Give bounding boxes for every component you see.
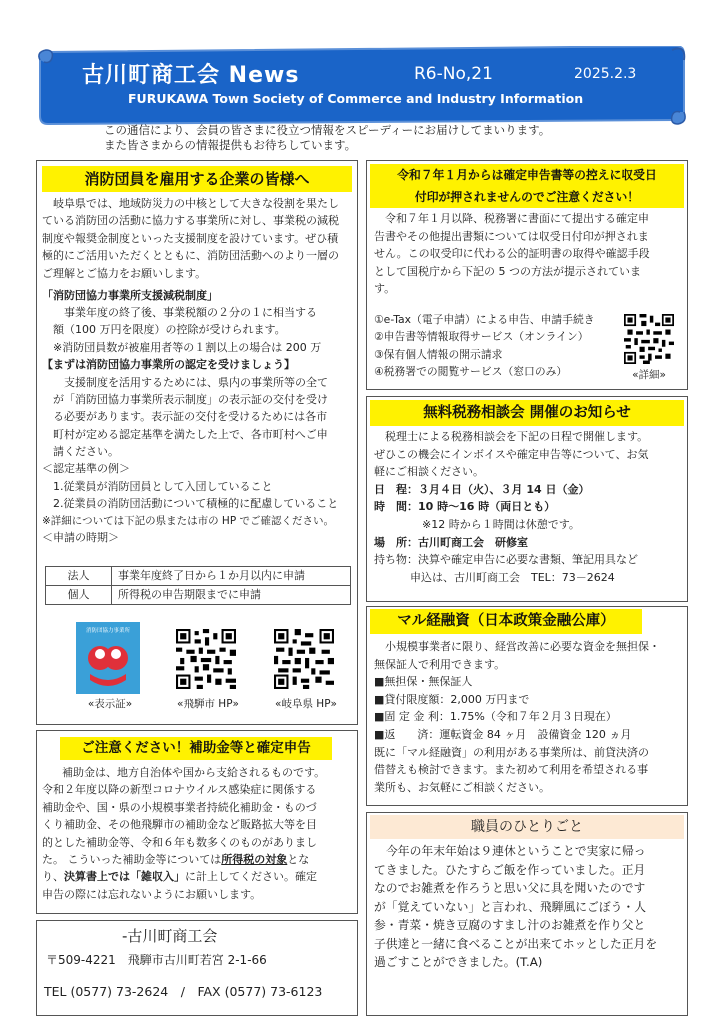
- receipt-details-qr-icon[interactable]: [624, 314, 674, 364]
- timing-heading: ＜申請の時期＞: [42, 531, 119, 545]
- loan-term: ■固 定 金 利：1.75%（令和７年２月３日現在）: [374, 710, 617, 724]
- newsletter-subtitle: FURUKAWA Town Society of Commerce and Industry Information: [128, 91, 584, 106]
- loan-term: ■貸付限度額：2,000 万円まで: [374, 692, 530, 706]
- intro-line: また皆さまからの情報提供もお待ちしています。: [104, 137, 357, 152]
- text-line: 告書やその他提出書類については収受日付印が押されま: [374, 229, 649, 243]
- text-line: 申告の際には忘れないようにお願いします。: [42, 887, 262, 901]
- gifu-pref-qr-icon[interactable]: [274, 629, 334, 689]
- gifu-pref-hp-caption[interactable]: «岐阜県 HP»: [275, 698, 337, 710]
- fire-brigade-badge-logo: [76, 622, 140, 694]
- details-note: ※詳細については下記の県または市の HP でご確認ください。: [42, 514, 334, 527]
- hida-city-hp-caption[interactable]: «飛騨市 HP»: [177, 698, 239, 710]
- text-line: 令和７年１月以降、税務署に書面にて提出する確定申: [385, 212, 649, 225]
- newsletter-title: 古川町商工会 News: [82, 63, 300, 88]
- text-line: 令和２年度以降の新型コロナウイルス感染症に関係する: [42, 783, 317, 797]
- list-item: ③保有個人情報の開示請求: [374, 347, 503, 361]
- staff-column-title: 職員のひとりごと: [370, 815, 684, 839]
- text-span: た。 こういった補助金等については: [42, 852, 222, 866]
- table-row: [46, 586, 351, 605]
- intro-line: この通信により、会員の皆さまに役立つ情報をスピーディーにお届けしてまいります。: [104, 123, 551, 137]
- fire-brigade-title: 消防団員を雇用する企業の皆様へ: [42, 166, 352, 192]
- application-contact: 申込は、古川町商工会 TEL：73－2624: [410, 570, 615, 584]
- staff-column-text: [374, 842, 686, 972]
- text-line: 請ください。: [53, 445, 119, 458]
- consultation-time: 時 間：10 時～16 時（両日とも）: [374, 500, 556, 514]
- title-line: 令和７年１月からは確定申告書等の控えに収受日: [397, 168, 657, 182]
- text-line: 借替えも検討できます。また初めて利用を希望される事: [374, 763, 649, 777]
- badge-logo-text: 消防団協力事業所: [85, 628, 131, 634]
- text-span: り、: [42, 870, 64, 884]
- org-name: -古川町商工会: [122, 927, 218, 945]
- badge-caption: «表示証»: [87, 698, 133, 710]
- application-timing-table: [45, 566, 351, 605]
- text-line: ご理解とご協力をお願いします。: [42, 266, 207, 280]
- subsidy-text: [42, 764, 356, 903]
- text-line: 極的にご活用いただくとともに、消防団活動へのより一層の: [42, 249, 339, 263]
- table-cell: 個人: [46, 586, 112, 605]
- text-line: 支援制度を活用するためには、県内の事業所等の全て: [64, 375, 328, 389]
- consultation-date: 日 程：３月４日（火）、３月 14 日（金）: [374, 482, 590, 496]
- receipt-details-caption[interactable]: «詳細»: [632, 369, 666, 381]
- text-line: 的とした補助金等、令和６年も数多くのものがありまし: [42, 835, 317, 849]
- text-line: として国税庁から下記の 5 つの方法が提示されていま: [374, 264, 641, 278]
- criteria-item: 2.従業員の消防団活動について積極的に配慮していること: [53, 497, 339, 511]
- loan-term: ■返 済：運転資金 84 ヶ月 設備資金 120 ヵ月: [374, 727, 632, 741]
- text-line: が「覚えていない」と言われ、飛騨風にごぼう・人: [374, 899, 647, 914]
- text-line: 町村が定める認定基準を満たした上で、各市町村へご申: [53, 427, 328, 441]
- text-line: 小規模事業者に限り、経営改善に必要な資金を無担保・: [385, 640, 660, 653]
- hida-city-qr-icon[interactable]: [176, 629, 236, 689]
- fire-brigade-intro: [42, 195, 356, 282]
- text-line: 無保証人で利用できます。: [374, 657, 506, 671]
- text-line: す。: [374, 282, 396, 296]
- org-address: 〒509-4221 飛騨市古川町若宮 2-1-66: [46, 953, 267, 967]
- text-line: ている消防団の活動に協力する事業所に対し、事業税の減税: [42, 214, 339, 228]
- receipt-methods-list: [374, 311, 626, 381]
- receipt-stamp-text: [374, 210, 686, 298]
- text-line: 岐阜県では、地域防災力の中核として大きな役割を果たし: [53, 197, 339, 210]
- maru-kei-title: マル経融資（日本政策金融公庫）: [370, 609, 642, 634]
- text-line: ぜひこの機会にインボイスや確定申告等について、お気: [374, 447, 649, 461]
- issue-number: R6-No,21: [414, 64, 493, 84]
- text-line: 子供達と一緒に食べることが出来てホッとした正月を: [374, 936, 658, 951]
- text-line: 補助金や、国・県の小規模事業者持続化補助金・ものづ: [42, 800, 317, 814]
- list-item: ④税務署での閲覧サービス（窓口のみ）: [374, 365, 568, 379]
- subsidy-title: ご注意ください！補助金等と確定申告: [60, 737, 332, 760]
- list-item: ②申告書等情報取得サービス（オンライン）: [374, 330, 589, 344]
- tax-consultation-text: [374, 428, 686, 586]
- text-line: せん。この収受印に代わる公的証明書の取得や確認手段: [374, 247, 650, 261]
- tax-consultation-title: 無料税務相談会 開催のお知らせ: [370, 400, 684, 426]
- table-cell: 所得税の申告期限までに申請: [112, 586, 351, 605]
- text-line: 税理士による税務相談会を下記の日程で開催します。: [385, 430, 649, 443]
- text-line: 事業年度の終了後、事業税額の２分の１に相当する: [64, 306, 317, 319]
- text-span: とな: [287, 852, 310, 866]
- receipt-stamp-title: [370, 164, 684, 208]
- text-line: が「消防団協力事業所表示制度」の表示証の交付を受け: [53, 392, 328, 406]
- text-span: に計上してください。確定: [185, 870, 317, 884]
- break-note: ※12 時から１時間は休憩です。: [422, 517, 580, 531]
- table-cell: 事業年度終了日から１か月以内に申請: [112, 567, 351, 586]
- title-line: 付印が押されませんのでご注意ください！: [414, 190, 640, 204]
- text-line: なのでお雑煮を作ろうと思い父に具を聞いたのです: [374, 881, 646, 896]
- intro-text: [104, 123, 664, 153]
- text-line: 今年の年末年始は９連休ということで実家に帰っ: [386, 844, 646, 858]
- text-line: 額（100 万円を限度）の控除が受けられます。: [53, 323, 286, 337]
- text-line: 軽にご相談ください。: [374, 465, 484, 479]
- tax-system-desc: [42, 304, 356, 546]
- text-line: 業所も、お気軽にご相談ください。: [374, 780, 550, 794]
- text-line: 参・青菜・焼き豆腐のすまし汁のお雑煮を作り父と: [374, 918, 646, 933]
- maru-kei-text: [374, 638, 686, 796]
- text-line: 制度や報奨金制度といった支援制度を設けています。ぜひ積: [42, 231, 339, 245]
- cert-heading: 【まずは消防団協力事業所の認定を受けましょう】: [42, 358, 295, 372]
- income-tax-emphasis: 所得税の対象: [221, 852, 288, 866]
- loan-term: ■無担保・無保証人: [374, 675, 473, 689]
- list-item: ①e-Tax（電子申請）による申告、申請手続き: [374, 313, 595, 326]
- tax-system-name: 「消防団協力事業所支援減税制度」: [42, 289, 218, 302]
- consultation-place: 場 所：古川町商工会 研修室: [374, 535, 528, 549]
- org-phone-fax: TEL (0577) 73-2624 / FAX (0577) 73-6123: [44, 984, 323, 999]
- text-line: る必要があります。表示証の交付を受けるためには各市: [53, 410, 328, 424]
- criteria-heading: ＜認定基準の例＞: [42, 462, 130, 476]
- criteria-item: 1.従業員が消防団員として入団していること: [53, 479, 273, 493]
- items-to-bring: 持ち物：決算や確定申告に必要な書類、筆記用具など: [374, 553, 638, 567]
- table-row: [46, 567, 351, 586]
- table-cell: 法人: [46, 567, 112, 586]
- text-line: 既に「マル経融資」の利用がある事業所は、前貸決済の: [374, 745, 649, 759]
- text-line: 補助金は、地方自治体や国から支給されるものです。: [62, 766, 326, 779]
- text-line: ※消防団員数が被雇用者等の１割以上の場合は 200 万: [53, 340, 322, 354]
- issue-date: 2025.2.3: [574, 66, 637, 82]
- text-line: 過ごすことができました。(T.A): [374, 955, 543, 970]
- misc-income-emphasis: 決算書上では「雑収入」: [64, 870, 185, 884]
- text-line: てきました。ひたすらご飯を作っていました。正月: [374, 862, 646, 877]
- text-line: くり補助金、その他飛騨市の補助金など販路拡大等を目: [42, 818, 317, 832]
